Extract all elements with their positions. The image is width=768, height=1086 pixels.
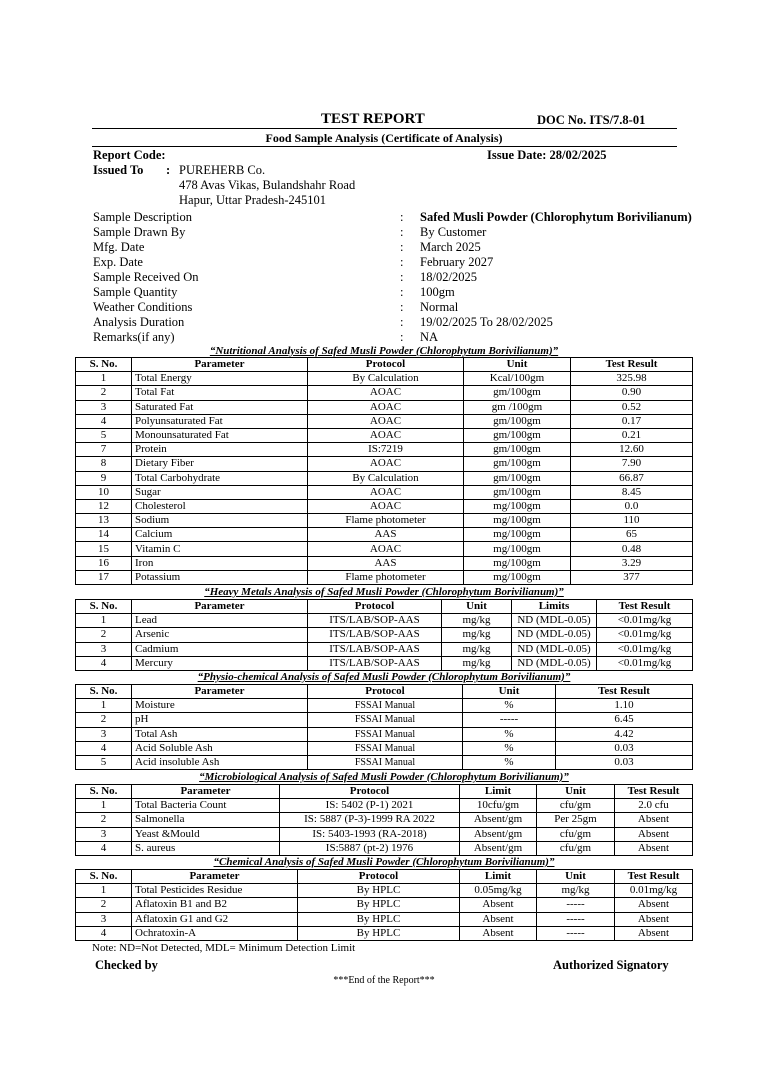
column-header: Test Result [597,600,693,614]
table-header-row [76,600,693,614]
table-cell: By HPLC [298,884,460,898]
table-cell: Absent [615,827,693,841]
table-cell: 66.87 [571,471,693,485]
table-cell: FSSAI Manual [308,755,463,769]
column-header: Protocol [280,785,460,799]
column-header: Protocol [308,600,442,614]
table-cell: ----- [537,912,615,926]
table-cell: gm/100gm [464,428,571,442]
table-cell: mg/100gm [464,542,571,556]
table-row [76,628,693,642]
table-cell: mg/kg [442,642,512,656]
table-row [76,428,693,442]
table-cell: 4.42 [556,727,693,741]
table-cell: Total Carbohydrate [132,471,308,485]
table-cell: 12.60 [571,443,693,457]
table-cell: By Calculation [308,471,464,485]
table-header-row [76,685,693,699]
column-header: Parameter [132,685,308,699]
table-row [76,699,693,713]
table-cell: Absent [615,912,693,926]
table-cell: Lead [132,614,308,628]
table-cell: Absent [615,926,693,940]
table-cell: Mercury [132,656,308,670]
table-row [76,912,693,926]
sample-info-value: 18/02/2025 [420,270,477,284]
table-row [76,898,693,912]
table-cell: Monounsaturated Fat [132,428,308,442]
table-cell: % [463,741,556,755]
checked-by: Checked by [95,958,158,972]
table-cell: Potassium [132,570,308,584]
sample-info-value: 19/02/2025 To 28/02/2025 [420,315,553,329]
column-header: Protocol [308,358,464,372]
sample-info-value: Normal [420,300,459,314]
table-cell: Acid insoluble Ash [132,755,308,769]
column-header: S. No. [76,358,132,372]
table-cell: mg/100gm [464,556,571,570]
header-rule-bottom [92,146,677,147]
table-cell: IS:5887 (pt-2) 1976 [280,841,460,855]
table-cell: 325.98 [571,372,693,386]
nutritional-table [75,357,693,585]
table-cell: Cadmium [132,642,308,656]
column-header: Test Result [556,685,693,699]
table-cell: S. aureus [132,841,280,855]
table-cell: mg/100gm [464,528,571,542]
table-row [76,499,693,513]
table-cell: IS: 5887 (P-3)-1999 RA 2022 [280,813,460,827]
table-cell: AOAC [308,414,464,428]
table-cell: 13 [76,514,132,528]
table-cell: gm/100gm [464,457,571,471]
table-cell: 5 [76,755,132,769]
table-cell: 1 [76,884,132,898]
table-cell: ITS/LAB/SOP-AAS [308,642,442,656]
table-cell: gm/100gm [464,471,571,485]
table-cell: 4 [76,741,132,755]
table-cell: Protein [132,443,308,457]
table-cell: Aflatoxin G1 and G2 [132,912,298,926]
table-cell: Dietary Fiber [132,457,308,471]
table-cell: pH [132,713,308,727]
table-cell: Total Energy [132,372,308,386]
sample-info-value: 100gm [420,285,455,299]
table-row [76,372,693,386]
table-cell: 12 [76,499,132,513]
table-cell: Flame photometer [308,514,464,528]
table-header-row [76,358,693,372]
table-cell: 0.48 [571,542,693,556]
table-cell: 3 [76,642,132,656]
sample-info-colon: : [400,300,404,314]
table-cell: Absent [460,926,537,940]
table-cell: Calcium [132,528,308,542]
table-cell: ND (MDL-0.05) [512,614,597,628]
table-cell: FSSAI Manual [308,727,463,741]
table-cell: 2 [76,898,132,912]
sample-info-label: Weather Conditions [93,300,193,314]
sample-info-label: Sample Description [93,210,192,224]
table-row [76,755,693,769]
table-cell: 5 [76,428,132,442]
table-cell: ----- [537,926,615,940]
chemical-title: “Chemical Analysis of Safed Musli Powder (Chlorophytum Borivilianum)” [213,856,555,868]
table-row [76,528,693,542]
table-cell: Aflatoxin B1 and B2 [132,898,298,912]
table-cell: 0.21 [571,428,693,442]
table-cell: 7 [76,443,132,457]
sample-info-value: NA [420,330,439,344]
table-row [76,799,693,813]
column-header: Limit [460,785,537,799]
table-cell: Total Pesticides Residue [132,884,298,898]
heavy-metals-table [75,599,693,671]
column-header: Protocol [308,685,463,699]
sample-info-colon: : [400,255,404,269]
sample-info-colon: : [400,225,404,239]
table-row [76,926,693,940]
table-row [76,514,693,528]
table-cell: 110 [571,514,693,528]
sample-info-colon: : [400,315,404,329]
table-cell: ITS/LAB/SOP-AAS [308,656,442,670]
table-cell: FSSAI Manual [308,713,463,727]
table-row [76,570,693,584]
table-cell: Cholesterol [132,499,308,513]
table-cell: mg/kg [442,628,512,642]
table-cell: 2 [76,628,132,642]
table-cell: <0.01mg/kg [597,642,693,656]
table-cell: 3 [76,912,132,926]
table-cell: 3 [76,827,132,841]
table-cell: 1 [76,372,132,386]
issued-to-colon: : [166,163,171,177]
table-cell: ----- [537,898,615,912]
table-cell: 0.01mg/kg [615,884,693,898]
table-row [76,443,693,457]
column-header: Test Result [615,785,693,799]
issued-to-label: Issued To [93,163,144,177]
table-cell: mg/kg [442,614,512,628]
table-cell: 377 [571,570,693,584]
sample-info-colon: : [400,270,404,284]
issue-date: Issue Date: 28/02/2025 [487,148,607,162]
table-cell: % [463,699,556,713]
authorized-signatory: Authorized Signatory [553,958,669,972]
table-cell: Polyunsaturated Fat [132,414,308,428]
table-cell: Absent [615,841,693,855]
table-row [76,471,693,485]
column-header: Limits [512,600,597,614]
table-cell: 0.05mg/kg [460,884,537,898]
table-row [76,400,693,414]
table-cell: 0.03 [556,755,693,769]
table-cell: Salmonella [132,813,280,827]
table-cell: By HPLC [298,912,460,926]
table-row [76,457,693,471]
column-header: Parameter [132,600,308,614]
table-cell: 65 [571,528,693,542]
table-cell: Yeast &Mould [132,827,280,841]
sample-info-label: Remarks(if any) [93,330,175,344]
column-header: Parameter [132,785,280,799]
table-cell: ITS/LAB/SOP-AAS [308,614,442,628]
table-cell: <0.01mg/kg [597,628,693,642]
table-cell: cfu/gm [537,841,615,855]
table-cell: 2 [76,813,132,827]
physio-title: “Physio-chemical Analysis of Safed Musli Powder (Chlorophytum Borivilianum)” [197,671,571,683]
table-cell: AAS [308,528,464,542]
table-cell: Ochratoxin-A [132,926,298,940]
table-cell: 2 [76,386,132,400]
table-cell: Absent/gm [460,841,537,855]
table-cell: 10cfu/gm [460,799,537,813]
table-row [76,827,693,841]
note-text: Note: ND=Not Detected, MDL= Minimum Detection Limit [92,942,356,954]
table-cell: Flame photometer [308,570,464,584]
table-cell: cfu/gm [537,799,615,813]
table-cell: Sugar [132,485,308,499]
table-cell: % [463,727,556,741]
table-cell: 1 [76,614,132,628]
table-cell: 3 [76,727,132,741]
table-header-row [76,785,693,799]
table-cell: 6.45 [556,713,693,727]
issued-to-name: PUREHERB Co. [179,163,266,177]
table-cell: 4 [76,656,132,670]
table-cell: gm/100gm [464,443,571,457]
table-cell: cfu/gm [537,827,615,841]
table-cell: 8.45 [571,485,693,499]
table-cell: Absent [615,898,693,912]
table-row [76,727,693,741]
table-cell: gm/100gm [464,386,571,400]
column-header: Parameter [132,358,308,372]
table-cell: AOAC [308,386,464,400]
table-cell: ----- [463,713,556,727]
column-header: S. No. [76,685,132,699]
column-header: S. No. [76,870,132,884]
table-cell: ITS/LAB/SOP-AAS [308,628,442,642]
table-cell: 0.03 [556,741,693,755]
column-header: Unit [537,870,615,884]
table-cell: Absent [460,912,537,926]
sample-info-colon: : [400,210,404,224]
sample-info-value: By Customer [420,225,487,239]
table-row [76,741,693,755]
table-cell: ND (MDL-0.05) [512,628,597,642]
table-row [76,556,693,570]
table-cell: Moisture [132,699,308,713]
table-cell: ND (MDL-0.05) [512,656,597,670]
table-cell: 0.90 [571,386,693,400]
table-cell: ND (MDL-0.05) [512,642,597,656]
table-cell: Absent/gm [460,827,537,841]
table-row [76,386,693,400]
table-cell: AOAC [308,400,464,414]
table-cell: mg/100gm [464,570,571,584]
table-cell: 0.17 [571,414,693,428]
table-row [76,841,693,855]
column-header: Protocol [298,870,460,884]
table-cell: 14 [76,528,132,542]
table-cell: 0.52 [571,400,693,414]
sample-info-label: Analysis Duration [93,315,185,329]
table-cell: By HPLC [298,898,460,912]
table-cell: 15 [76,542,132,556]
column-header: Limit [460,870,537,884]
heavy-metals-title: “Heavy Metals Analysis of Safed Musli Powder (Chlorophytum Borivilianum)” [204,586,564,598]
table-cell: 16 [76,556,132,570]
table-header-row [76,870,693,884]
report-code-label: Report Code: [93,148,166,162]
table-cell: AAS [308,556,464,570]
sample-info-label: Exp. Date [93,255,143,269]
column-header: Unit [537,785,615,799]
table-row [76,642,693,656]
table-cell: 4 [76,926,132,940]
sample-info-label: Mfg. Date [93,240,145,254]
table-cell: mg/100gm [464,514,571,528]
sample-info-value: Safed Musli Powder (Chlorophytum Borivilianum) [420,210,692,224]
micro-table [75,784,693,856]
table-cell: mg/kg [442,656,512,670]
physio-table [75,684,693,770]
report-title: TEST REPORT [321,111,425,127]
header-rule-top [92,128,677,129]
micro-title: “Microbiological Analysis of Safed Musli Powder (Chlorophytum Borivilianum)” [199,771,569,783]
table-cell: Total Fat [132,386,308,400]
column-header: Unit [463,685,556,699]
table-cell: mg/kg [537,884,615,898]
table-cell: 10 [76,485,132,499]
table-cell: 9 [76,471,132,485]
table-cell: 2.0 cfu [615,799,693,813]
issued-to-address-1: 478 Avas Vikas, Bulandshahr Road [179,178,356,192]
sample-info-colon: : [400,240,404,254]
table-cell: FSSAI Manual [308,741,463,755]
chemical-table [75,869,693,941]
table-cell: AOAC [308,457,464,471]
table-cell: Total Ash [132,727,308,741]
column-header: S. No. [76,785,132,799]
table-cell: 8 [76,457,132,471]
table-cell: Total Bacteria Count [132,799,280,813]
table-cell: <0.01mg/kg [597,656,693,670]
table-cell: % [463,755,556,769]
table-cell: AOAC [308,485,464,499]
table-row [76,813,693,827]
table-row [76,485,693,499]
sample-info-colon: : [400,330,404,344]
table-cell: AOAC [308,428,464,442]
table-cell: IS:7219 [308,443,464,457]
sample-info-label: Sample Drawn By [93,225,186,239]
table-cell: FSSAI Manual [308,699,463,713]
sample-info-label: Sample Quantity [93,285,178,299]
table-cell: AOAC [308,499,464,513]
table-cell: Per 25gm [537,813,615,827]
table-cell: gm/100gm [464,485,571,499]
table-row [76,414,693,428]
sample-info-value: March 2025 [420,240,481,254]
table-cell: Vitamin C [132,542,308,556]
table-cell: 1 [76,699,132,713]
sample-info-colon: : [400,285,404,299]
report-subtitle: Food Sample Analysis (Certificate of Analysis) [265,131,503,145]
sample-info-value: February 2027 [420,255,494,269]
table-cell: Arsenic [132,628,308,642]
column-header: Test Result [571,358,693,372]
column-header: Unit [464,358,571,372]
nutritional-title: “Nutritional Analysis of Safed Musli Powder (Chlorophytum Borivilianum)” [209,345,559,357]
table-cell: Absent [460,898,537,912]
table-cell: Iron [132,556,308,570]
column-header: S. No. [76,600,132,614]
table-cell: Sodium [132,514,308,528]
table-cell: 4 [76,841,132,855]
table-cell: 1.10 [556,699,693,713]
column-header: Test Result [615,870,693,884]
table-row [76,614,693,628]
table-cell: Absent [615,813,693,827]
table-cell: Acid Soluble Ash [132,741,308,755]
table-row [76,542,693,556]
table-cell: IS: 5402 (P-1) 2021 [280,799,460,813]
table-cell: Absent/gm [460,813,537,827]
table-row [76,656,693,670]
table-cell: Kcal/100gm [464,372,571,386]
table-cell: IS: 5403-1993 (RA-2018) [280,827,460,841]
table-cell: By Calculation [308,372,464,386]
table-cell: 3.29 [571,556,693,570]
table-cell: 7.90 [571,457,693,471]
table-cell: <0.01mg/kg [597,614,693,628]
table-cell: 3 [76,400,132,414]
sample-info-label: Sample Received On [93,270,199,284]
end-of-report: ***End of the Report*** [333,975,435,986]
table-cell: 4 [76,414,132,428]
table-cell: Saturated Fat [132,400,308,414]
column-header: Unit [442,600,512,614]
table-row [76,884,693,898]
issued-to-address-2: Hapur, Uttar Pradesh-245101 [179,193,327,207]
table-cell: mg/100gm [464,499,571,513]
table-cell: gm/100gm [464,414,571,428]
table-cell: 17 [76,570,132,584]
doc-number: DOC No. ITS/7.8-01 [537,113,646,127]
table-cell: gm /100gm [464,400,571,414]
table-cell: 0.0 [571,499,693,513]
column-header: Parameter [132,870,298,884]
table-cell: 2 [76,713,132,727]
table-row [76,713,693,727]
table-cell: By HPLC [298,926,460,940]
table-cell: AOAC [308,542,464,556]
table-cell: 1 [76,799,132,813]
